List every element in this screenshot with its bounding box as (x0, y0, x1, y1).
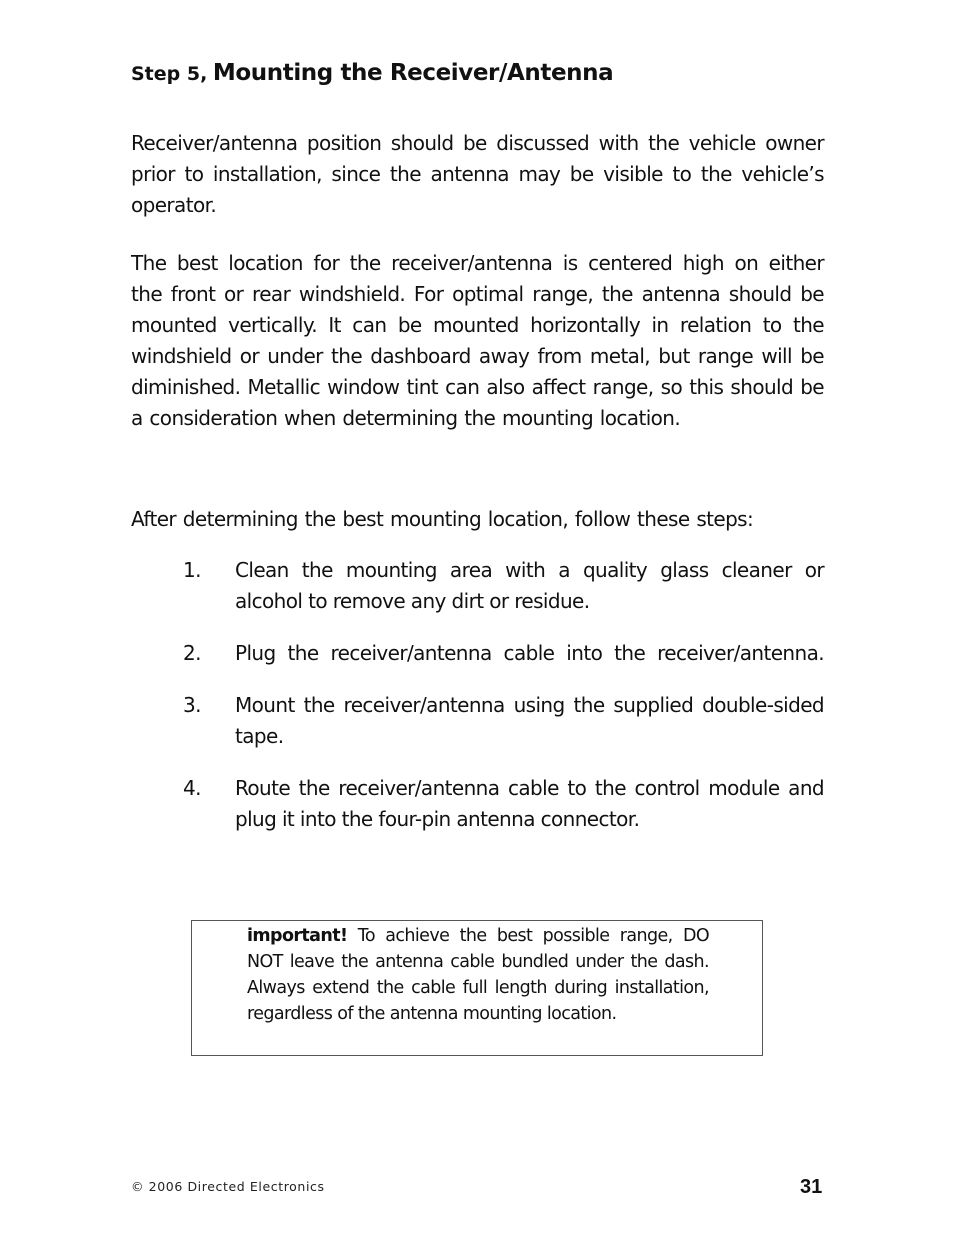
paragraph-steps-lead: After determining the best mounting location, follow these steps: (131, 507, 754, 531)
paragraph-best-location: The best location for the receiver/antenna is centered high on either the front or rear windshield. For optimal range, the antenna should be mounted vertically. It can be mounted horizontally in relation to the windshield or under the dashboard away from metal, but range will be diminished. Metallic window tint can also affect range, so this should be a consideration when determining the mounting location. (131, 251, 824, 430)
step-number: 4. (183, 776, 201, 800)
step-number: 3. (183, 693, 201, 717)
step-text: Plug the receiver/antenna cable into the receiver/antenna. (235, 641, 824, 665)
copyright-footer: © 2006 Directed Electronics (131, 1179, 325, 1194)
list-item (183, 555, 824, 617)
list-item (183, 773, 824, 835)
list-item (183, 690, 824, 752)
step-label: Step 5, (131, 63, 208, 85)
important-note-body: To achieve the best possible range, DO NOT leave the antenna cable bundled under the dash. Always extend the cable full length during installation, regardless of the antenna mounting location. (247, 926, 709, 1024)
important-note-text (247, 923, 709, 1027)
paragraph-intro: Receiver/antenna position should be discussed with the vehicle owner prior to installation, since the antenna may be visible to the vehicle’s operator. (131, 131, 824, 217)
section-title: Mounting the Receiver/Antenna (212, 60, 614, 86)
important-note-box (191, 920, 763, 1056)
step-text: Route the receiver/antenna cable to the control module and plug it into the four-pin antenna connector. (235, 776, 824, 831)
step-number: 2. (183, 641, 201, 665)
step-number: 1. (183, 558, 201, 582)
mounting-steps-list (183, 555, 824, 856)
step-text: Mount the receiver/antenna using the supplied double-sided tape. (235, 693, 824, 748)
page-number: 31 (800, 1176, 823, 1198)
section-heading (131, 60, 613, 86)
step-text: Clean the mounting area with a quality glass cleaner or alcohol to remove any dirt or residue. (235, 558, 824, 613)
important-label: important! (247, 926, 348, 946)
list-item (183, 638, 824, 669)
